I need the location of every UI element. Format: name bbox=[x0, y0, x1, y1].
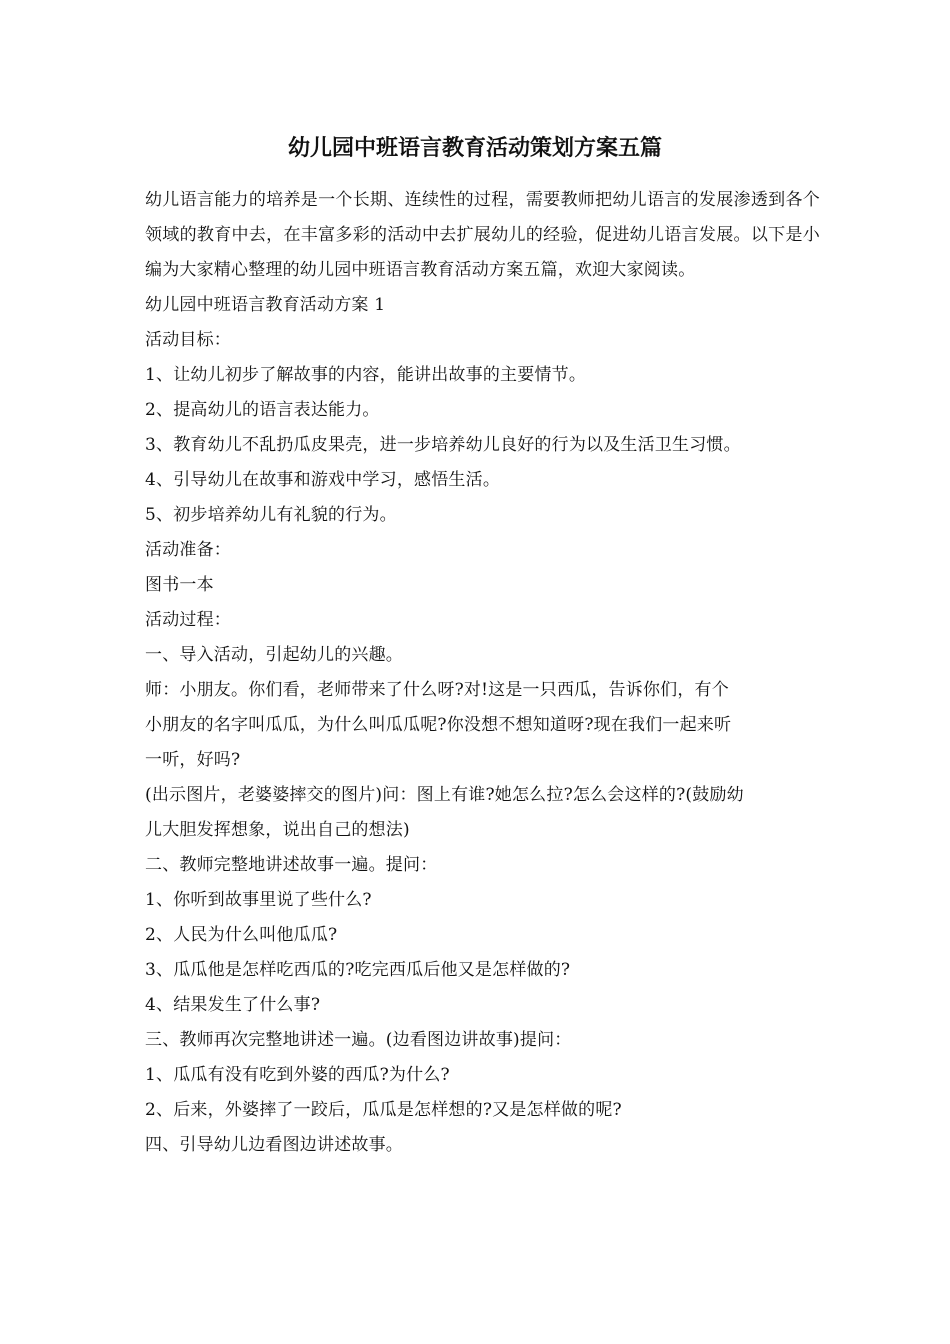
text-line: 小朋友的名字叫瓜瓜，为什么叫瓜瓜呢?你没想不想知道呀?现在我们一起来听 bbox=[145, 715, 732, 735]
text-line: 4、引导幼儿在故事和游戏中学习，感悟生活。 bbox=[145, 470, 501, 490]
text-line: 幼儿园中班语言教育活动方案 1 bbox=[145, 295, 386, 315]
text-line: 图书一本 bbox=[145, 575, 214, 595]
text-line: (出示图片，老婆婆摔交的图片)问：图上有谁?她怎么拉?怎么会这样的?(鼓励幼 bbox=[145, 785, 744, 805]
text-line: 2、后来，外婆摔了一跤后，瓜瓜是怎样想的?又是怎样做的呢? bbox=[145, 1100, 622, 1120]
text-line: 3、教育幼儿不乱扔瓜皮果壳，进一步培养幼儿良好的行为以及生活卫生习惯。 bbox=[145, 435, 741, 455]
text-line: 1、你听到故事里说了些什么? bbox=[145, 890, 372, 910]
text-line: 师：小朋友。你们看，老师带来了什么呀?对!这是一只西瓜，告诉你们，有个 bbox=[145, 680, 729, 700]
text-line: 3、瓜瓜他是怎样吃西瓜的?吃完西瓜后他又是怎样做的? bbox=[145, 960, 571, 980]
document-body bbox=[145, 183, 820, 1163]
intro-paragraph: 幼儿语言能力的培养是一个长期、连续性的过程，需要教师把幼儿语言的发展渗透到各个领域的教育中去，在丰富多彩的活动中去扩展幼儿的经验，促进幼儿语言发展。以下是小编为大家精心整理的幼儿园中班语言教育活动方案五篇，欢迎大家阅读。 bbox=[145, 190, 820, 280]
text-line: 活动过程： bbox=[145, 610, 231, 630]
text-line: 三、教师再次完整地讲述一遍。(边看图边讲故事)提问： bbox=[145, 1030, 572, 1050]
text-line: 一听，好吗? bbox=[145, 750, 241, 770]
text-line: 1、让幼儿初步了解故事的内容，能讲出故事的主要情节。 bbox=[145, 365, 587, 385]
text-line: 一、导入活动，引起幼儿的兴趣。 bbox=[145, 645, 403, 665]
text-line: 1、瓜瓜有没有吃到外婆的西瓜?为什么? bbox=[145, 1065, 450, 1085]
text-line: 四、引导幼儿边看图边讲述故事。 bbox=[145, 1135, 403, 1155]
text-line: 2、提高幼儿的语言表达能力。 bbox=[145, 400, 380, 420]
content-lines bbox=[145, 288, 820, 1163]
text-line: 5、初步培养幼儿有礼貌的行为。 bbox=[145, 505, 397, 525]
text-line: 活动准备： bbox=[145, 540, 231, 560]
text-line: 二、教师完整地讲述故事一遍。提问： bbox=[145, 855, 438, 875]
document-title: 幼儿园中班语言教育活动策划方案五篇 bbox=[287, 135, 662, 161]
text-line: 活动目标： bbox=[145, 330, 231, 350]
text-line: 儿大胆发挥想象，说出自己的想法) bbox=[145, 820, 410, 840]
text-line: 4、结果发生了什么事? bbox=[145, 995, 321, 1015]
text-line: 2、人民为什么叫他瓜瓜? bbox=[145, 925, 338, 945]
